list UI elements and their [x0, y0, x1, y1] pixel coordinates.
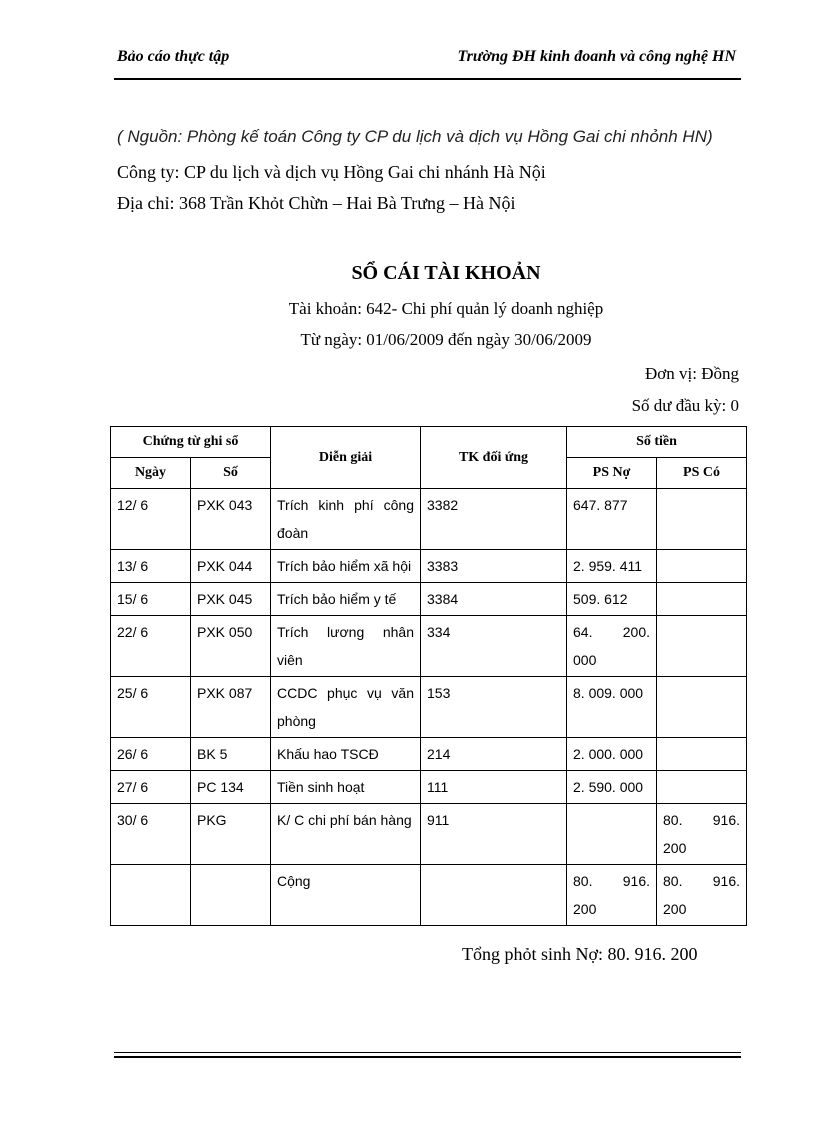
total-debit: Tổng phỏt sinh Nợ: 80. 916. 200	[462, 944, 698, 964]
cell-credit	[657, 616, 747, 677]
cell-contra: 3384	[421, 583, 567, 616]
cell-description: Khấu hao TSCĐ	[271, 738, 421, 771]
cell-date: 15/ 6	[111, 583, 191, 616]
total-row	[111, 865, 747, 926]
cell-date: 26/ 6	[111, 738, 191, 771]
credit-header: PS Có	[657, 458, 747, 489]
cell-number: BK 5	[191, 738, 271, 771]
cell-number: PXK 044	[191, 550, 271, 583]
address-line: Địa chỉ: 368 Trần Khỏt Chừn – Hai Bà Trưng – Hà Nội	[117, 193, 516, 213]
cell-description: Cộng	[271, 865, 421, 926]
header-left: Bảo cáo thực tập	[117, 48, 230, 65]
cell-credit	[657, 771, 747, 804]
cell-debit: 2. 000. 000	[567, 738, 657, 771]
cell-date: 13/ 6	[111, 550, 191, 583]
debit-header: PS Nợ	[567, 458, 657, 489]
table-row	[111, 771, 747, 804]
ledger-title: SỔ CÁI TÀI KHOẢN	[351, 262, 541, 284]
cell-debit	[567, 804, 657, 865]
cell-debit: 80. 916. 200	[567, 865, 657, 926]
cell-description: Trích kinh phí công đoàn	[271, 489, 421, 550]
period-line: Từ ngày: 01/06/2009 đến ngày 30/06/2009	[300, 330, 592, 349]
table-row	[111, 489, 747, 550]
company-line: Công ty: CP du lịch và dịch vụ Hồng Gai chi nhánh Hà Nội	[117, 162, 546, 182]
cell-contra: 911	[421, 804, 567, 865]
contra-account-header: TK đối ứng	[421, 427, 567, 489]
cell-debit: 2. 959. 411	[567, 550, 657, 583]
cell-number: PXK 043	[191, 489, 271, 550]
cell-debit: 647. 877	[567, 489, 657, 550]
cell-date: 25/ 6	[111, 677, 191, 738]
number-header: Số	[191, 458, 271, 489]
cell-date: 27/ 6	[111, 771, 191, 804]
amount-header: Số tiền	[567, 427, 747, 458]
header-divider	[114, 78, 741, 80]
cell-description: Trích bảo hiểm y tế	[271, 583, 421, 616]
cell-date	[111, 865, 191, 926]
cell-description: Trích bảo hiểm xã hội	[271, 550, 421, 583]
cell-contra: 153	[421, 677, 567, 738]
cell-number: PXK 050	[191, 616, 271, 677]
cell-credit	[657, 550, 747, 583]
opening-balance: Số dư đầu kỳ: 0	[631, 396, 739, 415]
cell-credit: 80. 916. 200	[657, 865, 747, 926]
cell-contra: 214	[421, 738, 567, 771]
cell-description: CCDC phục vụ văn phòng	[271, 677, 421, 738]
ledger-table	[110, 426, 747, 926]
cell-number: PXK 045	[191, 583, 271, 616]
cell-debit: 8. 009. 000	[567, 677, 657, 738]
table-row	[111, 738, 747, 771]
footer-divider-thin	[114, 1052, 741, 1053]
cell-debit: 2. 590. 000	[567, 771, 657, 804]
table-row	[111, 550, 747, 583]
cell-credit	[657, 489, 747, 550]
footer-divider-thick	[114, 1056, 741, 1058]
cell-contra: 334	[421, 616, 567, 677]
account-line: Tài khoản: 642- Chi phí quản lý doanh nghiệp	[288, 299, 604, 318]
table-row	[111, 583, 747, 616]
cell-number: PC 134	[191, 771, 271, 804]
cell-number: PKG	[191, 804, 271, 865]
cell-date: 12/ 6	[111, 489, 191, 550]
cell-contra	[421, 865, 567, 926]
source-note: ( Nguồn: Phòng kế toán Công ty CP du lịch và dịch vụ Hồng Gai chi nhỏnh HN)	[117, 127, 713, 146]
cell-credit	[657, 583, 747, 616]
cell-description: Trích lương nhân viên	[271, 616, 421, 677]
cell-description: Tiền sinh hoạt	[271, 771, 421, 804]
cell-debit: 509. 612	[567, 583, 657, 616]
cell-contra: 111	[421, 771, 567, 804]
cell-number	[191, 865, 271, 926]
cell-contra: 3383	[421, 550, 567, 583]
cell-date: 30/ 6	[111, 804, 191, 865]
cell-number: PXK 087	[191, 677, 271, 738]
cell-credit	[657, 738, 747, 771]
description-header: Diễn giải	[271, 427, 421, 489]
cell-credit: 80. 916. 200	[657, 804, 747, 865]
table-row	[111, 616, 747, 677]
cell-credit	[657, 677, 747, 738]
cell-date: 22/ 6	[111, 616, 191, 677]
header-right: Trường ĐH kinh đoanh và công nghệ HN	[457, 48, 736, 65]
cell-description: K/ C chi phí bán hàng	[271, 804, 421, 865]
voucher-header: Chứng từ ghi sổ	[111, 427, 271, 458]
table-row	[111, 677, 747, 738]
date-header: Ngày	[111, 458, 191, 489]
table-row	[111, 804, 747, 865]
unit-line: Đơn vị: Đồng	[645, 364, 739, 383]
cell-debit: 64. 200. 000	[567, 616, 657, 677]
cell-contra: 3382	[421, 489, 567, 550]
